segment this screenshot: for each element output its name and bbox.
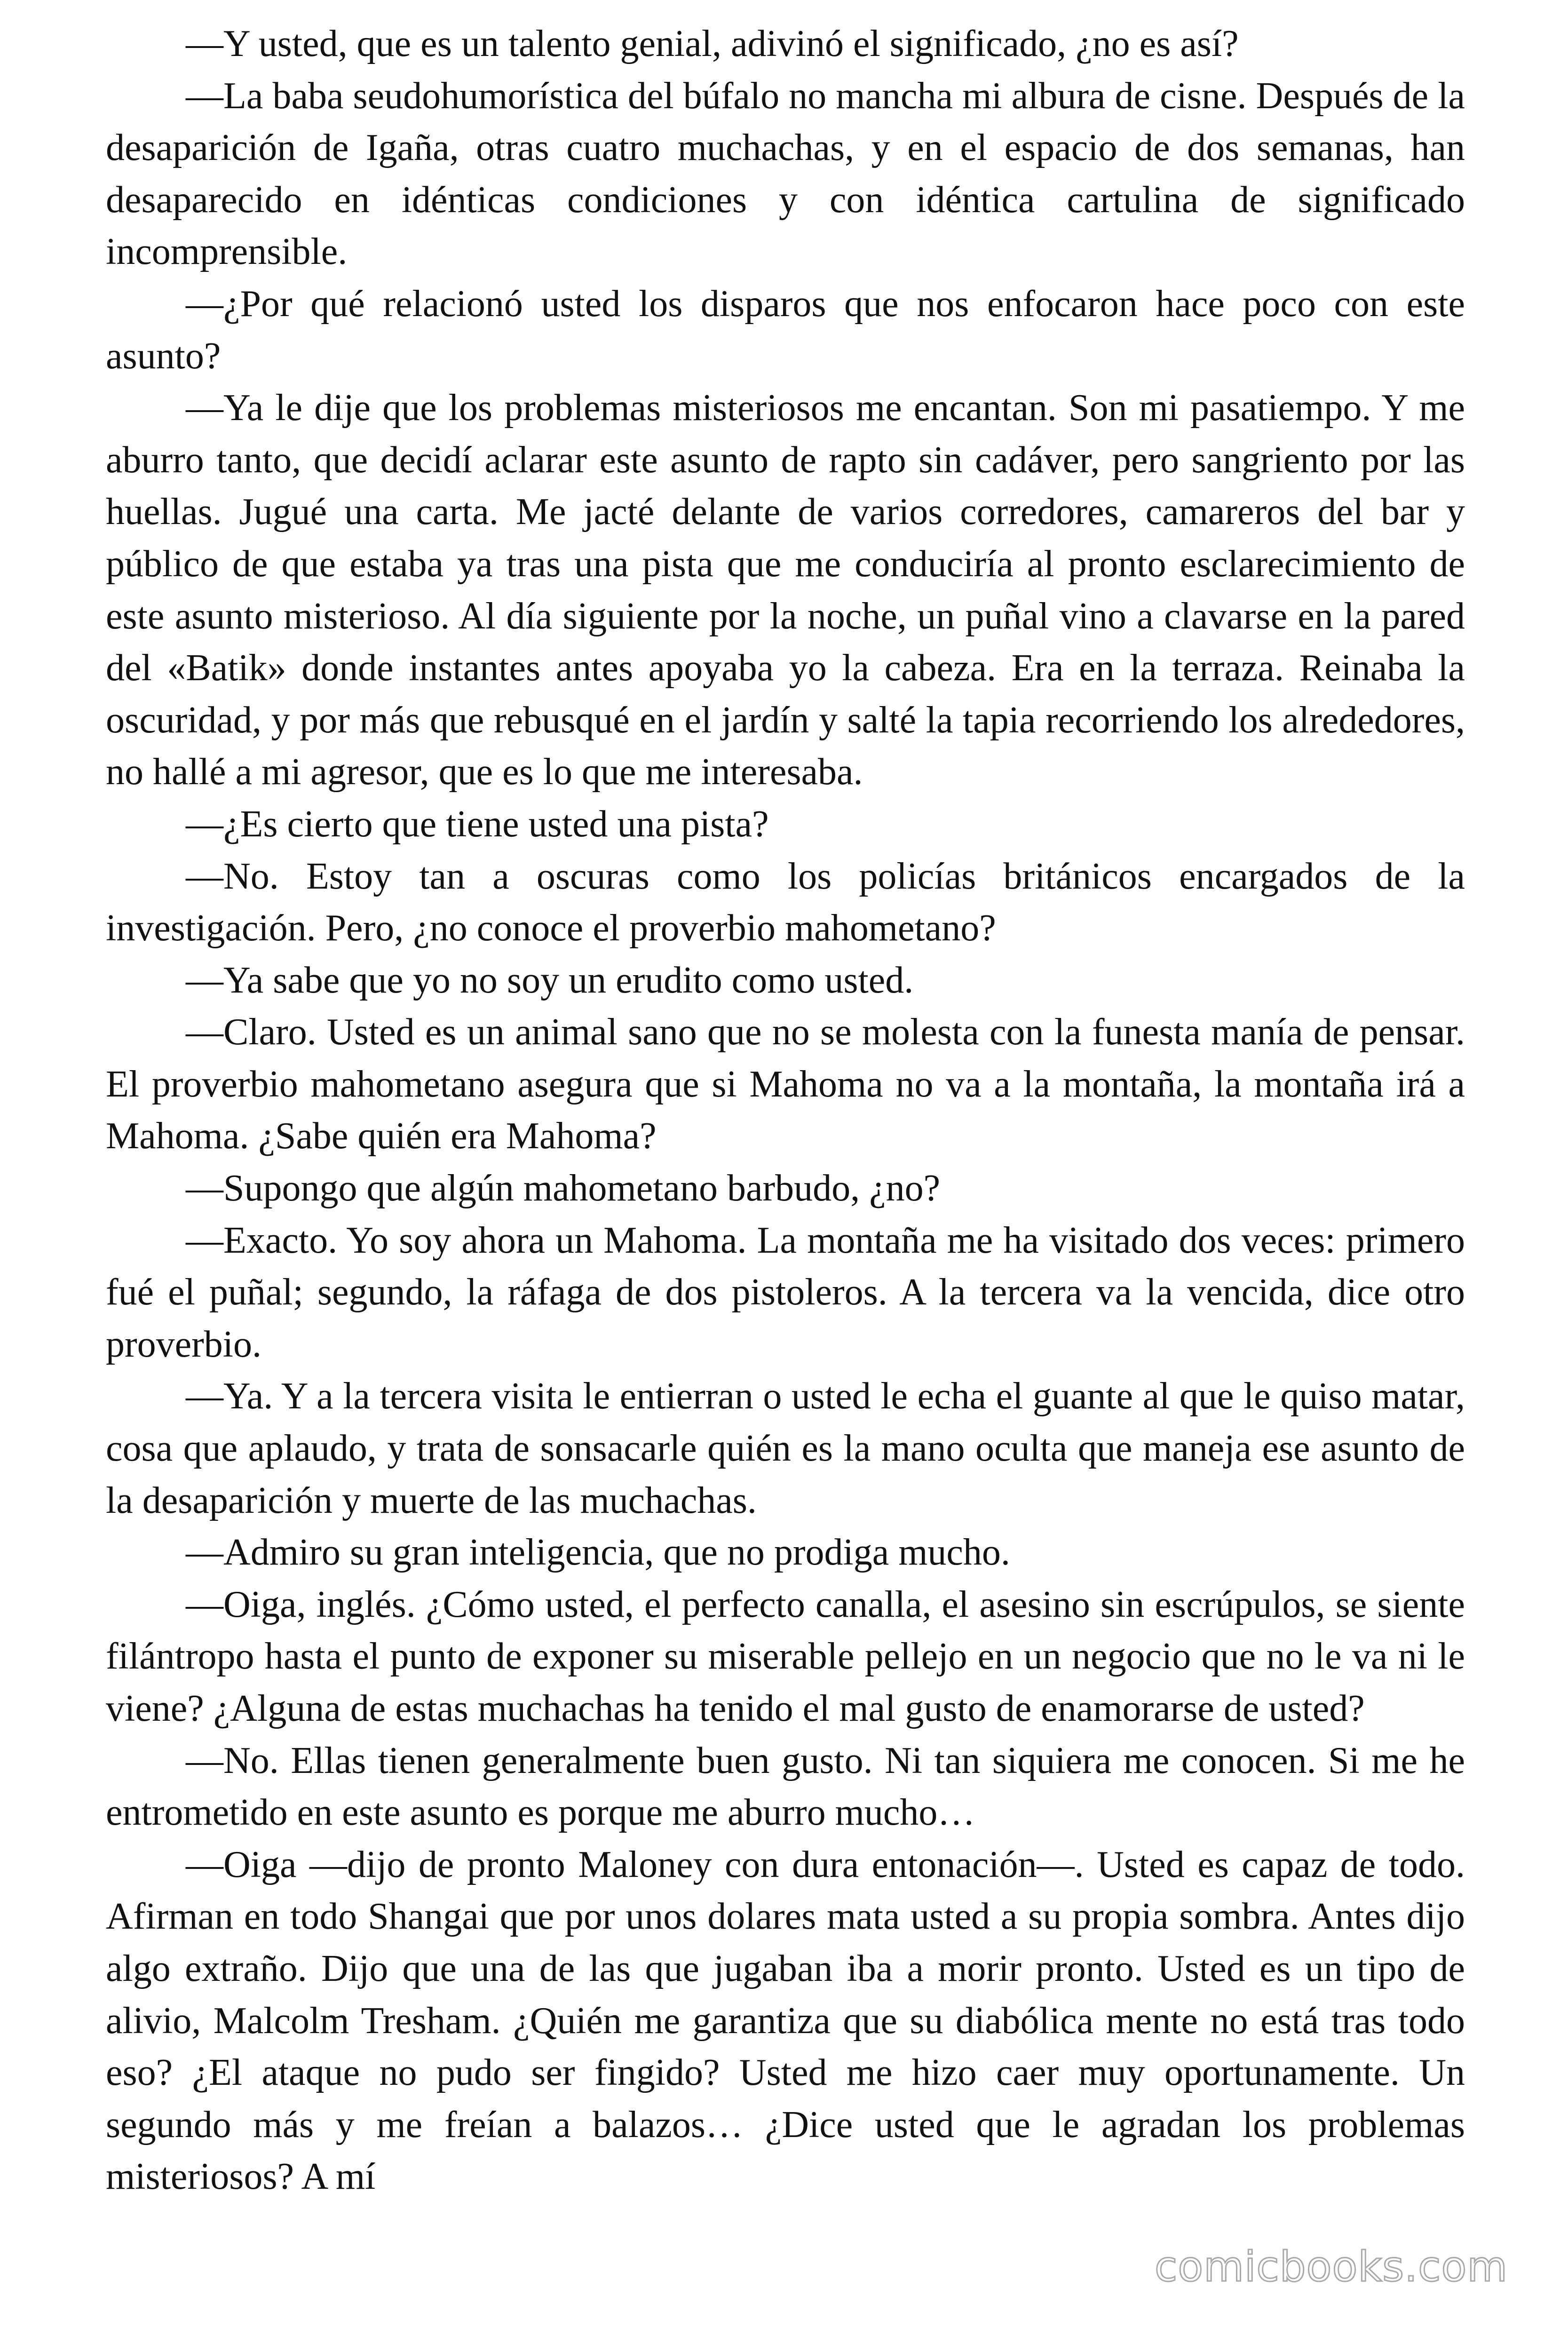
paragraph: —Ya le dije que los problemas misteriosos me encantan. Son mi pasatiempo. Y me aburro tanto, que decidí aclarar este asunto de rapto sin cadáver, pero sangriento por las huellas. Jugué una carta. Me jacté delante de varios corredores, camareros del bar y público de que estaba ya tras una pista que me conduciría al pronto esclarecimiento de este asunto misterioso. Al día siguiente por la noche, un puñal vino a clavarse en la pared del «Batik» donde instantes antes apoyaba yo la cabeza. Era en la terraza. Reinaba la oscuridad, y por más que rebusqué en el jardín y salté la tapia recorriendo los alrededores, no hallé a mi agresor, que es lo que me interesaba. — [106, 387, 1465, 793]
paragraph: —Ya sabe que yo no soy un erudito como usted. — [186, 959, 914, 1001]
paragraph: —Supongo que algún mahometano barbudo, ¿no? — [186, 1168, 941, 1209]
paragraph: —¿Por qué relacionó usted los disparos que nos enfocaron hace poco con este asunto? — [106, 283, 1465, 377]
watermark: comicbooks.com — [1155, 2242, 1508, 2291]
page-text — [106, 18, 1465, 2203]
paragraph: —La baba seudohumorística del búfalo no mancha mi albura de cisne. Después de la desaparición de Igaña, otras cuatro muchachas, y en el espacio de dos semanas, han desaparecido en idénticas condiciones y con idéntica cartulina de significado incomprensible. — [106, 75, 1465, 273]
paragraph: —Exacto. Yo soy ahora un Mahoma. La montaña me ha visitado dos veces: primero fué el puñal; segundo, la ráfaga de dos pistoleros. A la tercera va la vencida, dice otro proverbio. — [106, 1219, 1465, 1365]
paragraph: —Y usted, que es un talento genial, adivinó el significado, ¿no es así? — [186, 23, 1239, 64]
paragraph: —Ya. Y a la tercera visita le entierran o usted le echa el guante al que le quiso matar, cosa que aplaudo, y trata de sonsacarle quién es la mano oculta que maneja ese asunto de la desaparición y muerte de las muchachas. — [106, 1375, 1465, 1521]
paragraph: —Admiro su gran inteligencia, que no prodiga mucho. — [186, 1532, 1010, 1573]
paragraph: —No. Estoy tan a oscuras como los policías británicos encargados de la investigación. Pero, ¿no conoce el proverbio mahometano? — [106, 855, 1465, 949]
paragraph: —Oiga —dijo de pronto Maloney con dura entonación—. Usted es capaz de todo. Afirman en todo Shangai que por unos dolares mata usted a su propia sombra. Antes dijo algo extraño. Dijo que una de las que jugaban iba a morir pronto. Usted es un tipo de alivio, Malcolm Tresham. ¿Quién me garantiza que su diabólica mente no está tras todo eso? ¿El ataque no pudo ser fingido? Usted me hizo caer muy oportunamente. Un segundo más y me freían a balazos… ¿Dice usted que le agradan los problemas misteriosos? A mí — [106, 1843, 1465, 2198]
paragraph: —Oiga, inglés. ¿Cómo usted, el perfecto canalla, el asesino sin escrúpulos, se siente filántropo hasta el punto de exponer su miserable pellejo en un negocio que no le va ni le viene? ¿Alguna de estas muchachas ha tenido el mal gusto de enamorarse de usted? — [106, 1583, 1465, 1729]
paragraph: —¿Es cierto que tiene usted una pista? — [186, 803, 769, 845]
paragraph: —Claro. Usted es un animal sano que no se molesta con la funesta manía de pensar. El proverbio mahometano asegura que si Mahoma no va a la montaña, la montaña irá a Mahoma. ¿Sabe quién era Mahoma? — [106, 1011, 1465, 1157]
paragraph: —No. Ellas tienen generalmente buen gusto. Ni tan siquiera me conocen. Si me he entrometido en este asunto es porque me aburro mucho… — [106, 1740, 1465, 1834]
